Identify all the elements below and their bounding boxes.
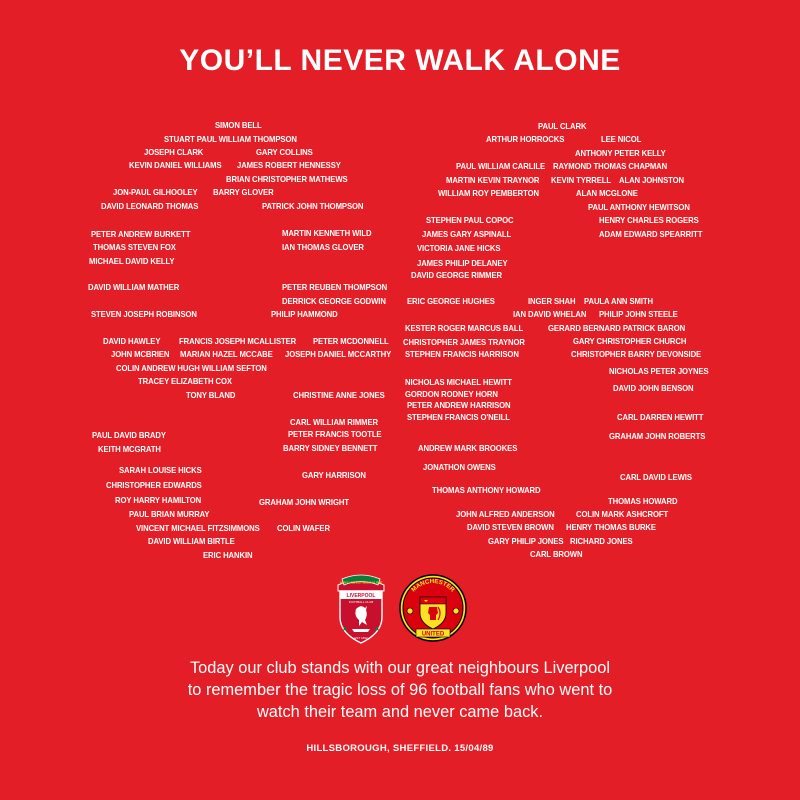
victim-name: COLIN MARK ASHCROFT xyxy=(576,509,669,519)
victim-name: MARTIN KEVIN TRAYNOR xyxy=(446,175,540,185)
victim-name: RAYMOND THOMAS CHAPMAN xyxy=(553,161,668,171)
victim-name: GERARD BERNARD PATRICK BARON xyxy=(548,323,686,333)
victim-name: SARAH LOUISE HICKS xyxy=(119,465,202,475)
victim-name: PAUL CLARK xyxy=(538,121,587,131)
page-title: YOU’LL NEVER WALK ALONE xyxy=(179,44,621,77)
victim-name: GARY COLLINS xyxy=(256,147,313,157)
victim-name: INGER SHAH xyxy=(528,296,576,306)
victim-name: BRIAN CHRISTOPHER MATHEWS xyxy=(226,174,348,184)
victim-name: MARTIN KENNETH WILD xyxy=(282,228,372,238)
liverpool-crest-icon xyxy=(332,573,390,645)
victim-name: DAVID GEORGE RIMMER xyxy=(411,270,503,280)
footer-location-date: HILLSBOROUGH, SHEFFIELD. 15/04/89 xyxy=(306,743,494,754)
victim-name: SIMON BELL xyxy=(215,120,262,130)
victim-name: CARL DARREN HEWITT xyxy=(617,412,704,422)
victim-name: PAUL WILLIAM CARLILE xyxy=(456,161,546,171)
victim-name: ERIC HANKIN xyxy=(203,550,253,560)
victim-name: GARY HARRISON xyxy=(302,470,366,480)
victim-name: PAUL ANTHONY HEWITSON xyxy=(588,202,690,212)
victim-name: CARL WILLIAM RIMMER xyxy=(290,417,378,427)
victim-name: VICTORIA JANE HICKS xyxy=(417,243,501,253)
victim-name: DAVID STEVEN BROWN xyxy=(467,522,554,532)
victim-name: PHILIP JOHN STEELE xyxy=(599,309,678,319)
victim-name: JOHN ALFRED ANDERSON xyxy=(456,509,555,519)
victim-name: GORDON RODNEY HORN xyxy=(405,389,498,399)
victim-name: MICHAEL DAVID KELLY xyxy=(89,256,175,266)
victim-name: CARL DAVID LEWIS xyxy=(620,472,692,482)
lfc-name-text: LIVERPOOL xyxy=(346,593,376,599)
victim-name: TONY BLAND xyxy=(186,390,236,400)
victim-name: DERRICK GEORGE GODWIN xyxy=(282,296,386,306)
victim-name: ANDREW MARK BROOKES xyxy=(418,443,518,453)
lfc-sub-text: FOOTBALL CLUB xyxy=(348,600,374,604)
tribute-line: to remember the tragic loss of 96 football fans who went to xyxy=(187,681,613,699)
victim-name: STEPHEN FRANCIS O'NEILL xyxy=(407,412,510,422)
victim-name: DAVID LEONARD THOMAS xyxy=(101,201,199,211)
manchester-united-crest-icon xyxy=(398,573,468,643)
victim-name: PETER FRANCIS TOOTLE xyxy=(288,429,382,439)
victim-name: ERIC GEORGE HUGHES xyxy=(407,296,495,306)
victim-name: KEVIN DANIEL WILLIAMS xyxy=(129,160,222,170)
victim-name: DAVID HAWLEY xyxy=(103,336,161,346)
victim-name: TRACEY ELIZABETH COX xyxy=(138,376,232,386)
mufc-bottom-text: UNITED xyxy=(421,631,445,638)
lfc-est-text: EST 1892 xyxy=(354,636,368,640)
victim-name: COLIN ANDREW HUGH WILLIAM SEFTON xyxy=(116,363,267,373)
victim-name: PATRICK JOHN THOMPSON xyxy=(262,201,364,211)
victim-name: COLIN WAFER xyxy=(277,523,330,533)
tribute-message xyxy=(100,657,700,723)
victim-name: ALAN MCGLONE xyxy=(576,188,638,198)
victim-name: ANTHONY PETER KELLY xyxy=(575,148,666,158)
victim-name: ADAM EDWARD SPEARRITT xyxy=(599,229,703,239)
club-crests xyxy=(332,573,468,645)
victim-name: BARRY SIDNEY BENNETT xyxy=(283,443,378,453)
victim-name: THOMAS STEVEN FOX xyxy=(93,242,176,252)
victim-name: THOMAS HOWARD xyxy=(608,496,678,506)
victim-name: GARY CHRISTOPHER CHURCH xyxy=(573,336,687,346)
lfc-banner-text: YOU'LL NEVER WALK ALONE xyxy=(339,580,383,585)
victim-name: JAMES PHILIP DELANEY xyxy=(417,258,508,268)
victim-name: DAVID JOHN BENSON xyxy=(613,383,694,393)
victim-name: BARRY GLOVER xyxy=(213,187,274,197)
victim-name: JON-PAUL GILHOOLEY xyxy=(113,187,198,197)
victim-name: STEVEN JOSEPH ROBINSON xyxy=(91,309,197,319)
victim-name: STEPHEN FRANCIS HARRISON xyxy=(405,349,519,359)
victim-name: CHRISTOPHER BARRY DEVONSIDE xyxy=(571,349,702,359)
victim-name: PETER MCDONNELL xyxy=(313,336,389,346)
victim-name: STUART PAUL WILLIAM THOMPSON xyxy=(164,134,297,144)
victim-name: WILLIAM ROY PEMBERTON xyxy=(438,188,539,198)
victim-name: RICHARD JONES xyxy=(570,536,633,546)
victim-name: DAVID WILLIAM BIRTLE xyxy=(148,536,235,546)
victim-name: IAN DAVID WHELAN xyxy=(513,309,587,319)
victim-name: KEVIN TYRRELL xyxy=(551,175,612,185)
victim-name: GRAHAM JOHN ROBERTS xyxy=(609,431,706,441)
victim-name: PETER ANDREW BURKETT xyxy=(91,229,191,239)
victim-name: PAULA ANN SMITH xyxy=(584,296,653,306)
victim-name: KESTER ROGER MARCUS BALL xyxy=(405,323,524,333)
victim-name: PHILIP HAMMOND xyxy=(271,309,338,319)
victim-name: ROY HARRY HAMILTON xyxy=(115,495,202,505)
victim-name: ARTHUR HORROCKS xyxy=(486,134,565,144)
victim-name: CHRISTINE ANNE JONES xyxy=(293,390,385,400)
victim-name: PETER REUBEN THOMPSON xyxy=(282,282,388,292)
victim-name: HENRY THOMAS BURKE xyxy=(566,522,656,532)
victim-name: GARY PHILIP JONES xyxy=(488,536,564,546)
victim-name: JOHN MCBRIEN xyxy=(111,349,170,359)
victim-name: PAUL DAVID BRADY xyxy=(92,430,166,440)
victim-name: NICHOLAS PETER JOYNES xyxy=(609,366,709,376)
victim-name: GRAHAM JOHN WRIGHT xyxy=(259,497,349,507)
tribute-line: Today our club stands with our great neighbours Liverpool xyxy=(189,659,611,677)
victim-name: THOMAS ANTHONY HOWARD xyxy=(432,485,541,495)
victim-name: MARIAN HAZEL MCCABE xyxy=(180,349,273,359)
victim-name: JOSEPH DANIEL MCCARTHY xyxy=(285,349,392,359)
mufc-top-text: MANCHESTER xyxy=(410,577,456,594)
victim-name: DAVID WILLIAM MATHER xyxy=(88,282,180,292)
victim-name: ALAN JOHNSTON xyxy=(619,175,685,185)
victim-name: NICHOLAS MICHAEL HEWITT xyxy=(405,377,512,387)
tribute-line: watch their team and never came back. xyxy=(256,703,544,721)
victim-name: HENRY CHARLES ROGERS xyxy=(599,215,699,225)
victim-name: CHRISTOPHER JAMES TRAYNOR xyxy=(403,337,525,347)
victim-name: PAUL BRIAN MURRAY xyxy=(129,509,210,519)
victim-name: JOSEPH CLARK xyxy=(144,147,204,157)
victim-name: JAMES GARY ASPINALL xyxy=(422,229,512,239)
victim-name: CHRISTOPHER EDWARDS xyxy=(106,480,202,490)
victim-name: STEPHEN PAUL COPOC xyxy=(426,215,514,225)
victim-name: JAMES ROBERT HENNESSY xyxy=(237,160,341,170)
victim-name: FRANCIS JOSEPH MCALLISTER xyxy=(179,336,297,346)
victim-name: IAN THOMAS GLOVER xyxy=(282,242,364,252)
victim-name: VINCENT MICHAEL FITZSIMMONS xyxy=(136,523,260,533)
victim-name: PETER ANDREW HARRISON xyxy=(407,400,511,410)
victim-name: LEE NICOL xyxy=(601,134,642,144)
victim-name: KEITH MCGRATH xyxy=(98,444,161,454)
victim-name: CARL BROWN xyxy=(530,549,583,559)
victim-name: JONATHON OWENS xyxy=(423,462,496,472)
